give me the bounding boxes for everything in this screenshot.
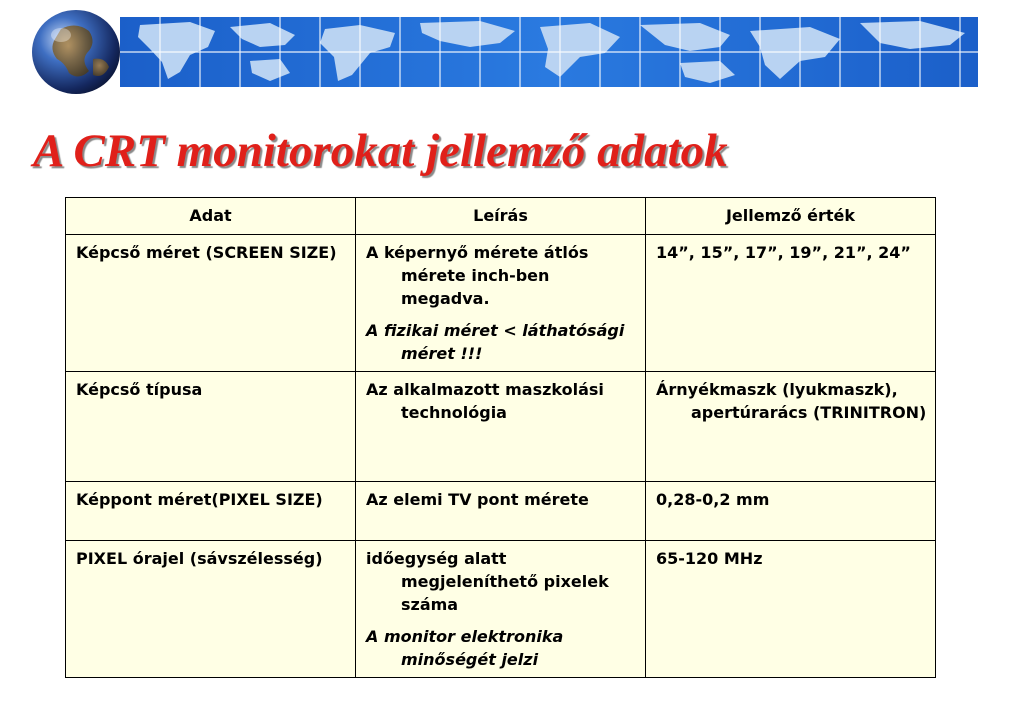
cell-ertek: 0,28-0,2 mm xyxy=(646,482,936,541)
table-header-row xyxy=(66,198,936,235)
header-jellemzo-ertek: Jellemző érték xyxy=(646,198,936,235)
cell-adat: PIXEL órajel (sávszélesség) xyxy=(66,541,356,678)
leiras-text: A képernyő mérete átlós mérete inch-ben megadva. xyxy=(366,243,589,308)
cell-ertek: 14”, 15”, 17”, 19”, 21”, 24” xyxy=(646,235,936,372)
table-row xyxy=(66,482,936,541)
table-row xyxy=(66,541,936,678)
cell-ertek: Árnyékmaszk (lyukmaszk), apertúrarács (TRINITRON) xyxy=(646,372,936,482)
header-leiras: Leírás xyxy=(356,198,646,235)
world-map-banner xyxy=(120,17,978,87)
leiras-note: A fizikai méret < láthatósági méret !!! xyxy=(366,321,625,363)
cell-leiras: Az elemi TV pont mérete xyxy=(356,482,646,541)
cell-leiras xyxy=(356,541,646,678)
header-adat: Adat xyxy=(66,198,356,235)
cell-adat: Képpont méret(PIXEL SIZE) xyxy=(66,482,356,541)
cell-ertek: 65-120 MHz xyxy=(646,541,936,678)
table-row xyxy=(66,235,936,372)
table-row xyxy=(66,372,936,482)
crt-data-table xyxy=(65,197,936,678)
leiras-text: időegység alatt megjeleníthető pixelek száma xyxy=(366,549,609,614)
leiras-note: A monitor elektronika minőségét jelzi xyxy=(366,627,564,669)
cell-adat: Képcső méret (SCREEN SIZE) xyxy=(66,235,356,372)
slide-title: A CRT monitorokat jellemző adatok xyxy=(33,125,728,177)
globe-icon xyxy=(31,9,121,95)
cell-leiras: Az alkalmazott maszkolási technológia xyxy=(356,372,646,482)
cell-adat: Képcső típusa xyxy=(66,372,356,482)
cell-leiras xyxy=(356,235,646,372)
